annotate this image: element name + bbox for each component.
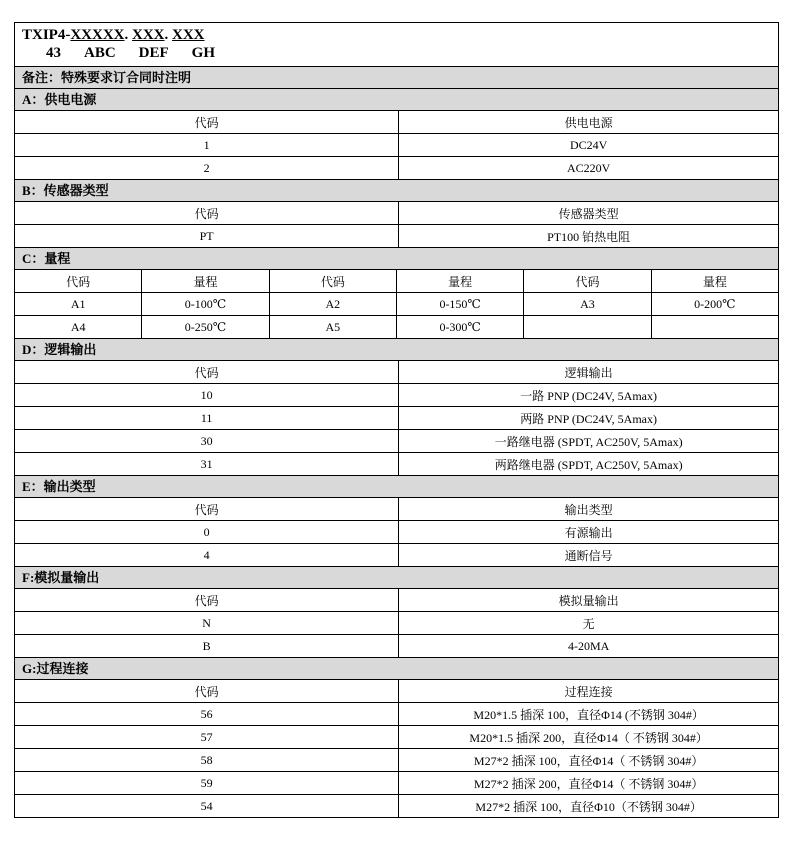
table-row xyxy=(15,430,779,453)
table-row xyxy=(15,612,779,635)
remark-text: 备注：特殊要求订合同时注明 xyxy=(22,70,192,85)
column-header-cell: 代码 xyxy=(269,270,396,293)
table-cell: PT xyxy=(15,225,399,248)
column-header-cell: 量程 xyxy=(396,270,523,293)
table-cell: 无 xyxy=(399,612,779,635)
table-cell: 58 xyxy=(15,749,399,772)
column-header-cell: 代码 xyxy=(15,270,142,293)
table-cell: 4-20MA xyxy=(399,635,779,658)
table-cell: 0-250℃ xyxy=(142,316,269,339)
table-cell: 两路 PNP (DC24V, 5Amax) xyxy=(399,407,779,430)
table-row xyxy=(15,225,779,248)
section-table-G xyxy=(14,679,779,818)
order-spec-sheet xyxy=(14,22,779,818)
table-row xyxy=(15,726,779,749)
table-cell: M27*2 插深 100，直径Φ10（不锈钢 304#） xyxy=(399,795,779,818)
table-cell: 一路继电器 (SPDT, AC250V, 5Amax) xyxy=(399,430,779,453)
table-cell: 11 xyxy=(15,407,399,430)
table-cell: 1 xyxy=(15,134,399,157)
table-row xyxy=(15,544,779,567)
column-header-cell: 代码 xyxy=(15,202,399,225)
table-cell: M20*1.5 插深 100，直径Φ14 (不锈钢 304#） xyxy=(399,703,779,726)
section-header-C xyxy=(14,248,779,269)
model-example-token: 43 xyxy=(46,45,61,61)
model-code-line xyxy=(22,26,778,44)
table-row xyxy=(15,293,779,316)
table-cell: 54 xyxy=(15,795,399,818)
model-example-line xyxy=(22,44,778,62)
table-cell: 2 xyxy=(15,157,399,180)
model-code-group: XXX xyxy=(172,27,205,43)
model-prefix: TXIP4- xyxy=(22,27,71,43)
section-table-F xyxy=(14,588,779,658)
model-groups: XXXXX. XXX. XXX xyxy=(70,27,205,43)
table-cell: A5 xyxy=(269,316,396,339)
column-header-cell: 输出类型 xyxy=(399,498,779,521)
sections-container xyxy=(14,89,779,818)
column-header-row xyxy=(15,361,779,384)
table-cell: A1 xyxy=(15,293,142,316)
column-header-cell: 代码 xyxy=(15,361,399,384)
section-title: G:过程连接 xyxy=(22,661,89,676)
section-table-C xyxy=(14,269,779,339)
section-table-D xyxy=(14,360,779,476)
section-header-G xyxy=(14,658,779,679)
table-cell: B xyxy=(15,635,399,658)
table-cell: 31 xyxy=(15,453,399,476)
table-cell: 0-300℃ xyxy=(396,316,523,339)
table-cell: 10 xyxy=(15,384,399,407)
table-row xyxy=(15,521,779,544)
table-cell: A4 xyxy=(15,316,142,339)
model-code-group: XXXXX xyxy=(70,27,125,43)
column-header-row xyxy=(15,680,779,703)
column-header-cell: 代码 xyxy=(15,589,399,612)
table-cell: PT100 铂热电阻 xyxy=(399,225,779,248)
table-cell: A2 xyxy=(269,293,396,316)
column-header-cell: 代码 xyxy=(15,680,399,703)
table-cell: 0-100℃ xyxy=(142,293,269,316)
table-cell xyxy=(651,316,778,339)
table-cell: 0-200℃ xyxy=(651,293,778,316)
table-cell: 两路继电器 (SPDT, AC250V, 5Amax) xyxy=(399,453,779,476)
column-header-cell: 代码 xyxy=(15,498,399,521)
table-row xyxy=(15,157,779,180)
column-header-cell: 供电电源 xyxy=(399,111,779,134)
remark-band xyxy=(14,67,779,89)
table-row xyxy=(15,795,779,818)
column-header-row xyxy=(15,589,779,612)
table-cell: 30 xyxy=(15,430,399,453)
column-header-row xyxy=(15,111,779,134)
table-row xyxy=(15,384,779,407)
section-title: A：供电电源 xyxy=(22,92,97,107)
model-code-group: XXX xyxy=(132,27,165,43)
table-row xyxy=(15,703,779,726)
column-header-row xyxy=(15,202,779,225)
table-row xyxy=(15,772,779,795)
model-example-token: DEF xyxy=(138,45,169,61)
table-cell: 57 xyxy=(15,726,399,749)
column-header-row xyxy=(15,498,779,521)
table-cell: AC220V xyxy=(399,157,779,180)
model-example-token: GH xyxy=(191,45,216,61)
column-header-cell: 代码 xyxy=(524,270,651,293)
section-title: F:模拟量输出 xyxy=(22,570,100,585)
table-cell: 56 xyxy=(15,703,399,726)
table-cell: 一路 PNP (DC24V, 5Amax) xyxy=(399,384,779,407)
section-title: E：输出类型 xyxy=(22,479,96,494)
column-header-cell: 过程连接 xyxy=(399,680,779,703)
column-header-cell: 量程 xyxy=(651,270,778,293)
column-header-cell: 模拟量输出 xyxy=(399,589,779,612)
column-header-row xyxy=(15,270,779,293)
table-row xyxy=(15,407,779,430)
table-cell: N xyxy=(15,612,399,635)
column-header-cell: 传感器类型 xyxy=(399,202,779,225)
model-example-token: ABC xyxy=(84,45,116,61)
table-cell xyxy=(524,316,651,339)
section-title: C：量程 xyxy=(22,251,71,266)
section-header-B xyxy=(14,180,779,201)
table-cell: 0 xyxy=(15,521,399,544)
section-title: B：传感器类型 xyxy=(22,183,109,198)
table-row xyxy=(15,316,779,339)
table-cell: A3 xyxy=(524,293,651,316)
table-cell: 59 xyxy=(15,772,399,795)
table-cell: DC24V xyxy=(399,134,779,157)
section-title: D：逻辑输出 xyxy=(22,342,97,357)
column-header-cell: 代码 xyxy=(15,111,399,134)
table-row xyxy=(15,749,779,772)
column-header-cell: 量程 xyxy=(142,270,269,293)
table-cell: M27*2 插深 200，直径Φ14（ 不锈钢 304#） xyxy=(399,772,779,795)
table-row xyxy=(15,635,779,658)
table-cell: M20*1.5 插深 200，直径Φ14（ 不锈钢 304#） xyxy=(399,726,779,749)
table-cell: 通断信号 xyxy=(399,544,779,567)
table-row xyxy=(15,453,779,476)
section-header-F xyxy=(14,567,779,588)
section-header-E xyxy=(14,476,779,497)
table-cell: 4 xyxy=(15,544,399,567)
table-cell: 有源输出 xyxy=(399,521,779,544)
column-header-cell: 逻辑输出 xyxy=(399,361,779,384)
model-number-block xyxy=(14,22,779,67)
table-cell: M27*2 插深 100，直径Φ14（ 不锈钢 304#） xyxy=(399,749,779,772)
table-row xyxy=(15,134,779,157)
section-table-E xyxy=(14,497,779,567)
section-table-B xyxy=(14,201,779,248)
section-header-D xyxy=(14,339,779,360)
section-header-A xyxy=(14,89,779,110)
table-cell: 0-150℃ xyxy=(396,293,523,316)
section-table-A xyxy=(14,110,779,180)
